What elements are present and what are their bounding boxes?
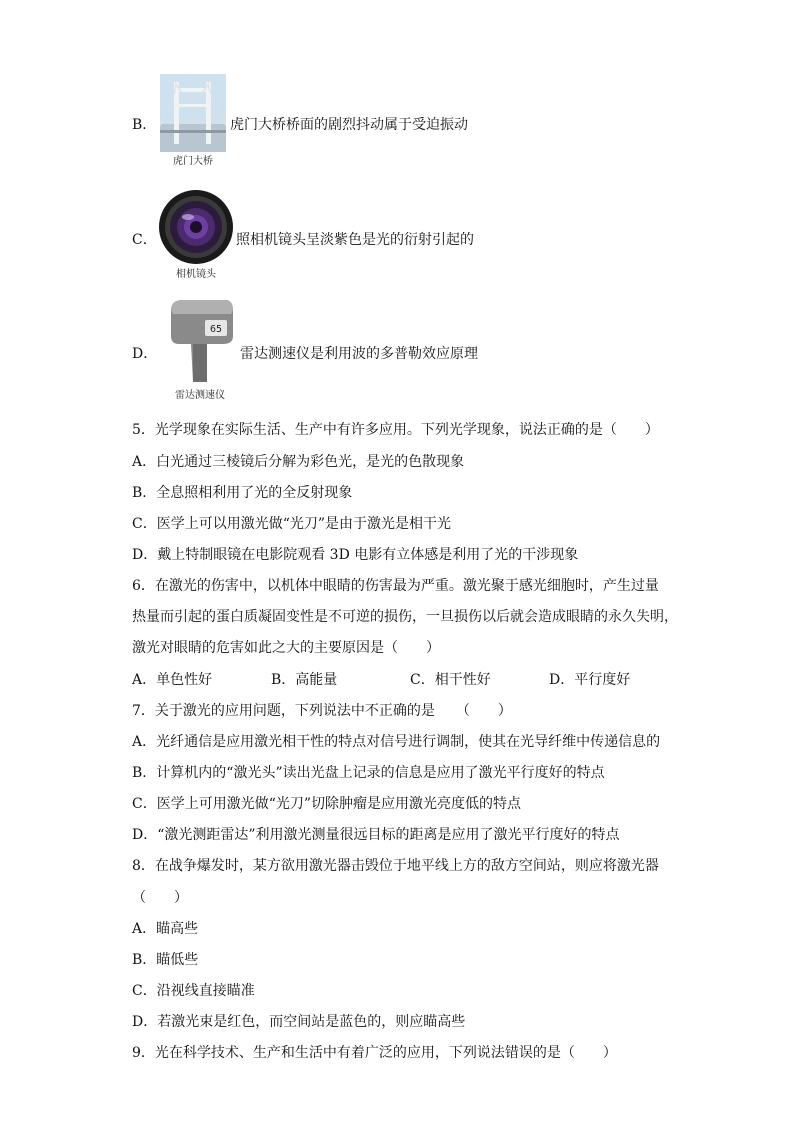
radar-figure	[164, 296, 236, 402]
q8-option-a: A．瞄高些	[132, 921, 199, 937]
q6-option-c: C．相干性好	[410, 672, 491, 688]
q8-option-d: D．若激光束是红色，而空间站是蓝色的，则应瞄高些	[132, 1014, 466, 1030]
option-text: 虎门大桥桥面的剧烈抖动属于受迫振动	[230, 117, 468, 133]
option-text: 照相机镜头呈淡紫色是光的衍射引起的	[236, 232, 474, 248]
question-8-stem-line1: 8．在战争爆发时，某方欲用激光器击毁位于地平线上方的敌方空间站，则应将激光器	[132, 858, 659, 874]
q7-option-b: B．计算机内的“激光头”读出光盘上记录的信息是应用了激光平行度好的特点	[132, 765, 605, 781]
bridge-caption: 虎门大桥	[173, 156, 213, 167]
q5-option-d: D．戴上特制眼镜在电影院观看 3D 电影有立体感是利用了光的干涉现象	[132, 547, 579, 563]
q6-options	[132, 670, 630, 690]
camera-lens-image	[158, 189, 234, 265]
question-7-stem: 7．关于激光的应用问题，下列说法中不正确的是 （ ）	[132, 703, 512, 719]
q7-option-c: C．医学上可用激光做“光刀”切除肿瘤是应用激光亮度低的特点	[132, 796, 522, 812]
question-6-stem-line3: 激光对眼睛的危害如此之大的主要原因是（ ）	[132, 640, 440, 656]
bridge-figure	[158, 74, 228, 168]
question-6-stem-line1: 6．在激光的伤害中，以机体中眼睛的伤害最为严重。激光聚于感光细胞时，产生过量	[132, 578, 659, 594]
radar-caption: 雷达测速仪	[175, 390, 225, 401]
question-9-stem: 9．光在科学技术、生产和生活中有着广泛的应用，下列说法错误的是（ ）	[132, 1045, 617, 1061]
q5-option-a: A．白光通过三棱镜后分解为彩色光，是光的色散现象	[132, 454, 465, 470]
q6-option-a: A．单色性好	[132, 672, 213, 688]
option-text: 雷达测速仪是利用波的多普勒效应原理	[240, 346, 478, 362]
radar-gun-image	[165, 296, 235, 386]
radar-display-text: 65	[209, 324, 223, 335]
option-letter: B．	[132, 117, 157, 133]
lens-caption: 相机镜头	[176, 269, 216, 280]
q7-option-a: A．光纤通信是应用激光相干性的特点对信号进行调制，使其在光导纤维中传递信息的	[132, 734, 661, 750]
q5-option-c: C．医学上可以用激光做“光刀”是由于激光是相干光	[132, 516, 452, 532]
q6-option-b: B．高能量	[271, 672, 338, 688]
q8-option-c: C．沿视线直接瞄准	[132, 983, 255, 999]
q8-option-b: B．瞄低些	[132, 952, 199, 968]
q5-option-b: B．全息照相利用了光的全反射现象	[132, 485, 353, 501]
question-5-stem: 5．光学现象在实际生活、生产中有许多应用。下列光学现象，说法正确的是（ ）	[132, 422, 659, 438]
option-letter: C．	[132, 232, 157, 248]
lens-figure	[156, 189, 236, 281]
bridge-image	[160, 74, 226, 152]
question-8-stem-line2: （ ）	[132, 890, 188, 906]
q7-option-d: D．“激光测距雷达”利用激光测量很远目标的距离是应用了激光平行度好的特点	[132, 827, 620, 843]
option-letter: D．	[132, 346, 158, 362]
q6-option-d: D．平行度好	[549, 672, 631, 688]
question-6-stem-line2: 热量而引起的蛋白质凝固变性是不可逆的损伤，一旦损伤以后就会造成眼睛的永久失明，	[132, 609, 678, 625]
